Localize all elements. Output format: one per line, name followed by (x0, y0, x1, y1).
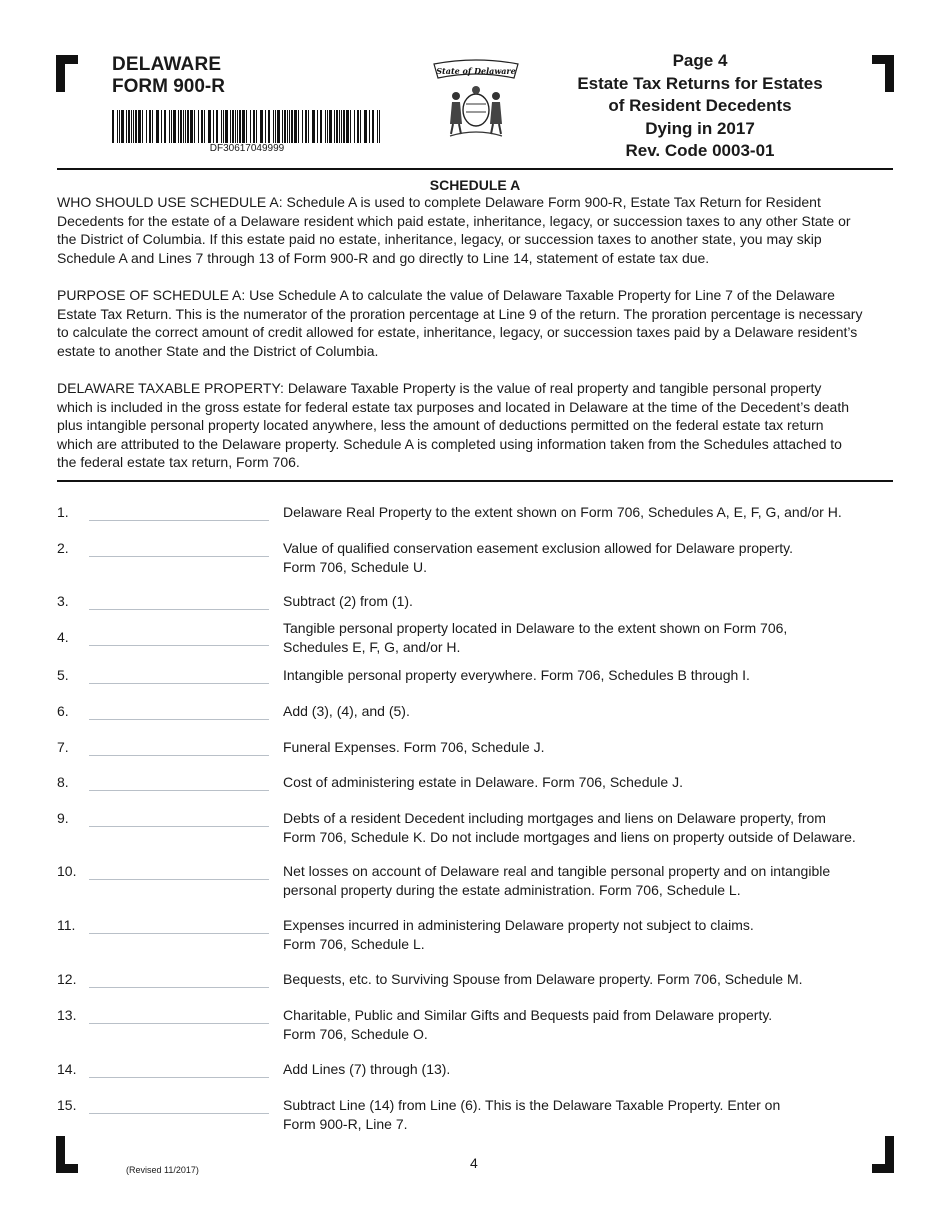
line-number: 1. (57, 504, 69, 520)
line-number: 6. (57, 703, 69, 719)
line-description: Expenses incurred in administering Delaware property not subject to claims. Form 706, Schedule L. (283, 917, 754, 952)
barcode-bar (346, 110, 349, 143)
form-line-1 (0, 503, 950, 523)
barcode-bar (173, 110, 176, 143)
barcode-bar (377, 110, 378, 143)
rev-code: Rev. Code 0003-01 (625, 141, 775, 160)
line-number: 5. (57, 667, 69, 683)
barcode (112, 110, 382, 143)
barcode-bar (135, 110, 137, 143)
form-line-14 (0, 1060, 950, 1080)
registration-mark-top-right (872, 55, 894, 92)
barcode-bar (343, 110, 345, 143)
barcode-bar (246, 110, 247, 143)
barcode-bar (146, 110, 147, 143)
barcode-bar (253, 110, 255, 143)
revision-date: (Revised 11/2017) (126, 1165, 199, 1175)
barcode-bar (133, 110, 134, 143)
barcode-bar (239, 110, 241, 143)
form-line-15 (0, 1096, 950, 1132)
barcode-bar (287, 110, 288, 143)
barcode-bar (126, 110, 127, 143)
line-11-amount-field[interactable] (89, 931, 269, 934)
barcode-bar (268, 110, 270, 143)
title-line-1: Estate Tax Returns for Estates (577, 73, 823, 93)
line-number: 3. (57, 593, 69, 609)
line-description: Intangible personal property everywhere. Form 706, Schedules B through I. (283, 667, 750, 683)
barcode-bar (277, 110, 280, 143)
line-number: 4. (57, 629, 69, 645)
line-8-amount-field[interactable] (89, 788, 269, 791)
barcode-bar (354, 110, 355, 143)
form-number: FORM 900-R (112, 76, 225, 97)
barcode-bar (298, 110, 299, 143)
barcode-bar (325, 110, 326, 143)
form-line-5 (0, 666, 950, 686)
barcode-bar (213, 110, 214, 143)
form-line-4 (0, 620, 950, 655)
page-label: Page 4 (672, 51, 728, 70)
line-description: Subtract (2) from (1). (283, 593, 413, 609)
form-line-11 (0, 916, 950, 952)
barcode-bar (289, 110, 290, 143)
page-title (540, 50, 860, 163)
line-description: Cost of administering estate in Delaware. Form 706, Schedule J. (283, 774, 683, 790)
barcode-bar (282, 110, 283, 143)
line-description: Subtract Line (14) from Line (6). This is the Delaware Taxable Property. Enter on Form 900-R, Line 7. (283, 1097, 781, 1132)
line-description: Add (3), (4), and (5). (283, 703, 410, 719)
line-10-amount-field[interactable] (89, 877, 269, 880)
line-description: Bequests, etc. to Surviving Spouse from Delaware property. Form 706, Schedule M. (283, 971, 803, 987)
barcode-bar (201, 110, 203, 143)
barcode-bar (194, 110, 195, 143)
barcode-bar (336, 110, 338, 143)
seal-banner-text: State of Delaware (436, 66, 516, 76)
line-12-amount-field[interactable] (89, 985, 269, 988)
registration-mark-top-left (56, 55, 78, 92)
barcode-bar (169, 110, 170, 143)
barcode-bar (161, 110, 162, 143)
barcode-bar (360, 110, 361, 143)
barcode-bar (291, 110, 293, 143)
barcode-bar (119, 110, 120, 143)
line-number: 15. (57, 1097, 77, 1113)
line-description: Funeral Expenses. Form 706, Schedule J. (283, 739, 545, 755)
barcode-bar (208, 110, 211, 143)
barcode-bar (242, 110, 245, 143)
barcode-bar (216, 110, 218, 143)
barcode-bar (237, 110, 238, 143)
form-line-12 (0, 970, 950, 990)
line-number: 14. (57, 1061, 77, 1077)
barcode-bar (164, 110, 166, 143)
barcode-bar (142, 110, 143, 143)
barcode-bar (185, 110, 186, 143)
form-line-2 (0, 539, 950, 575)
form-line-8 (0, 773, 950, 793)
barcode-bar (149, 110, 151, 143)
title-line-3: Dying in 2017 (645, 118, 755, 138)
barcode-bar (112, 110, 114, 143)
line-description: Delaware Real Property to the extent shown on Form 706, Schedules A, E, F, G, and/or H. (283, 504, 842, 520)
line-number: 10. (57, 863, 77, 879)
line-3-amount-field[interactable] (89, 607, 269, 610)
barcode-bar (152, 110, 153, 143)
line-5-amount-field[interactable] (89, 681, 269, 684)
barcode-bar (131, 110, 132, 143)
barcode-bar (265, 110, 266, 143)
line-number: 9. (57, 810, 69, 826)
barcode-bar (230, 110, 231, 143)
barcode-bar (379, 110, 380, 143)
state-seal-icon (428, 58, 524, 138)
barcode-bar (190, 110, 193, 143)
header-divider (57, 168, 893, 170)
registration-mark-bottom-right (872, 1136, 894, 1173)
line-1-amount-field[interactable] (89, 518, 269, 521)
barcode-bar (156, 110, 159, 143)
title-line-2: of Resident Decedents (608, 96, 792, 115)
taxable-property-paragraph: DELAWARE TAXABLE PROPERTY: Delaware Taxable Property is the value of real property and tangible personal property which is included in the gross estate for federal estate tax purposes and located in Delaware at the time of the Decedent’s death plus intangible personal property located anywhere, less the amount of deductions permitted on the federal estate tax return which are attributed to the Delaware property. Schedule A is completed using information taken from the Schedules attached to the federal estate tax return, Form 706. (57, 380, 849, 471)
line-description: Net losses on account of Delaware real and tangible personal property and on intangible personal property during the estate administration. Form 706, Schedule L. (283, 863, 831, 898)
barcode-bar (183, 110, 184, 143)
barcode-bar (198, 110, 199, 143)
line-6-amount-field[interactable] (89, 717, 269, 720)
line-description: Value of qualified conservation easement exclusion allowed for Delaware property. Form 706, Schedule U. (283, 540, 793, 575)
barcode-number: DF30617049999 (209, 143, 285, 154)
barcode-bar (341, 110, 342, 143)
line-number: 2. (57, 540, 69, 556)
barcode-bar (339, 110, 340, 143)
form-line-9 (0, 809, 950, 845)
barcode-bar (364, 110, 367, 143)
line-description: Debts of a resident Decedent including mortgages and liens on Delaware property, from Form 706, Schedule K. Do not include mortgages and liens on property outside of Delaware. (283, 810, 856, 845)
form-line-3 (0, 592, 950, 612)
line-number: 13. (57, 1007, 77, 1023)
barcode-bar (256, 110, 257, 143)
barcode-bar (312, 110, 315, 143)
form-line-10 (0, 862, 950, 898)
state-name: DELAWARE (112, 54, 222, 75)
barcode-bar (320, 110, 322, 143)
barcode-bar (221, 110, 222, 143)
line-13-amount-field[interactable] (89, 1021, 269, 1024)
purpose-paragraph: PURPOSE OF SCHEDULE A: Use Schedule A to calculate the value of Delaware Taxable Property for Line 7 of the Delaware Estate Tax Return. This is the numerator of the proration percentage at Line 9 of the return. The proration percentage is necessary to calculate the correct amount of credit allowed for estate, inheritance, legacy, or succession taxes paid by a Delaware resident’s estate to another State and the District of Columbia. (57, 287, 863, 359)
line-4-amount-field[interactable] (89, 643, 269, 646)
barcode-bar (317, 110, 318, 143)
barcode-bar (225, 110, 228, 143)
line-number: 7. (57, 739, 69, 755)
form-line-6 (0, 702, 950, 722)
barcode-bar (180, 110, 182, 143)
barcode-bar (171, 110, 172, 143)
barcode-bar (250, 110, 251, 143)
barcode-bar (369, 110, 370, 143)
barcode-bar (302, 110, 303, 143)
schedule-title: SCHEDULE A (429, 177, 521, 193)
barcode-bar (275, 110, 276, 143)
line-description: Add Lines (7) through (13). (283, 1061, 451, 1077)
line-number: 12. (57, 971, 77, 987)
line-number: 8. (57, 774, 69, 790)
line-description: Charitable, Public and Similar Gifts and Bequests paid from Delaware property. Form 706, Schedule O. (283, 1007, 773, 1042)
barcode-bar (187, 110, 189, 143)
barcode-bar (294, 110, 297, 143)
section-divider (57, 480, 893, 482)
line-9-amount-field[interactable] (89, 824, 269, 827)
barcode-bar (260, 110, 263, 143)
line-15-amount-field[interactable] (89, 1111, 269, 1114)
barcode-bar (350, 110, 351, 143)
registration-mark-bottom-left (56, 1136, 78, 1173)
line-2-amount-field[interactable] (89, 554, 269, 557)
barcode-bar (138, 110, 141, 143)
line-number: 11. (57, 917, 76, 933)
barcode-bar (204, 110, 205, 143)
barcode-bar (305, 110, 307, 143)
barcode-bar (178, 110, 179, 143)
form-line-13 (0, 1006, 950, 1042)
barcode-bar (117, 110, 118, 143)
barcode-bar (308, 110, 309, 143)
line-description: Tangible personal property located in Delaware to the extent shown on Form 706, Schedules E, F, G, and/or H. (283, 620, 788, 655)
barcode-bar (128, 110, 130, 143)
barcode-bar (372, 110, 374, 143)
barcode-bar (232, 110, 234, 143)
form-line-7 (0, 738, 950, 758)
barcode-bar (235, 110, 236, 143)
line-14-amount-field[interactable] (89, 1075, 269, 1078)
barcode-bar (357, 110, 359, 143)
barcode-bar (329, 110, 332, 143)
barcode-bar (334, 110, 335, 143)
barcode-bar (121, 110, 124, 143)
barcode-bar (327, 110, 328, 143)
who-should-use-paragraph: WHO SHOULD USE SCHEDULE A: Schedule A is used to complete Delaware Form 900-R, Estate Tax Return for Resident Decedents for the estate of a Delaware resident which paid estate, inheritance, legacy, or succession taxes to any other State or the District of Columbia. If this estate paid no estate, inheritance, legacy, or succession taxes to another state, you may skip Schedule A and Lines 7 through 13 of Form 900-R and go directly to Line 14, statement of estate tax due. (57, 194, 851, 266)
page-number: 4 (470, 1155, 478, 1171)
line-7-amount-field[interactable] (89, 753, 269, 756)
barcode-bar (284, 110, 286, 143)
barcode-bar (223, 110, 224, 143)
barcode-bar (273, 110, 274, 143)
